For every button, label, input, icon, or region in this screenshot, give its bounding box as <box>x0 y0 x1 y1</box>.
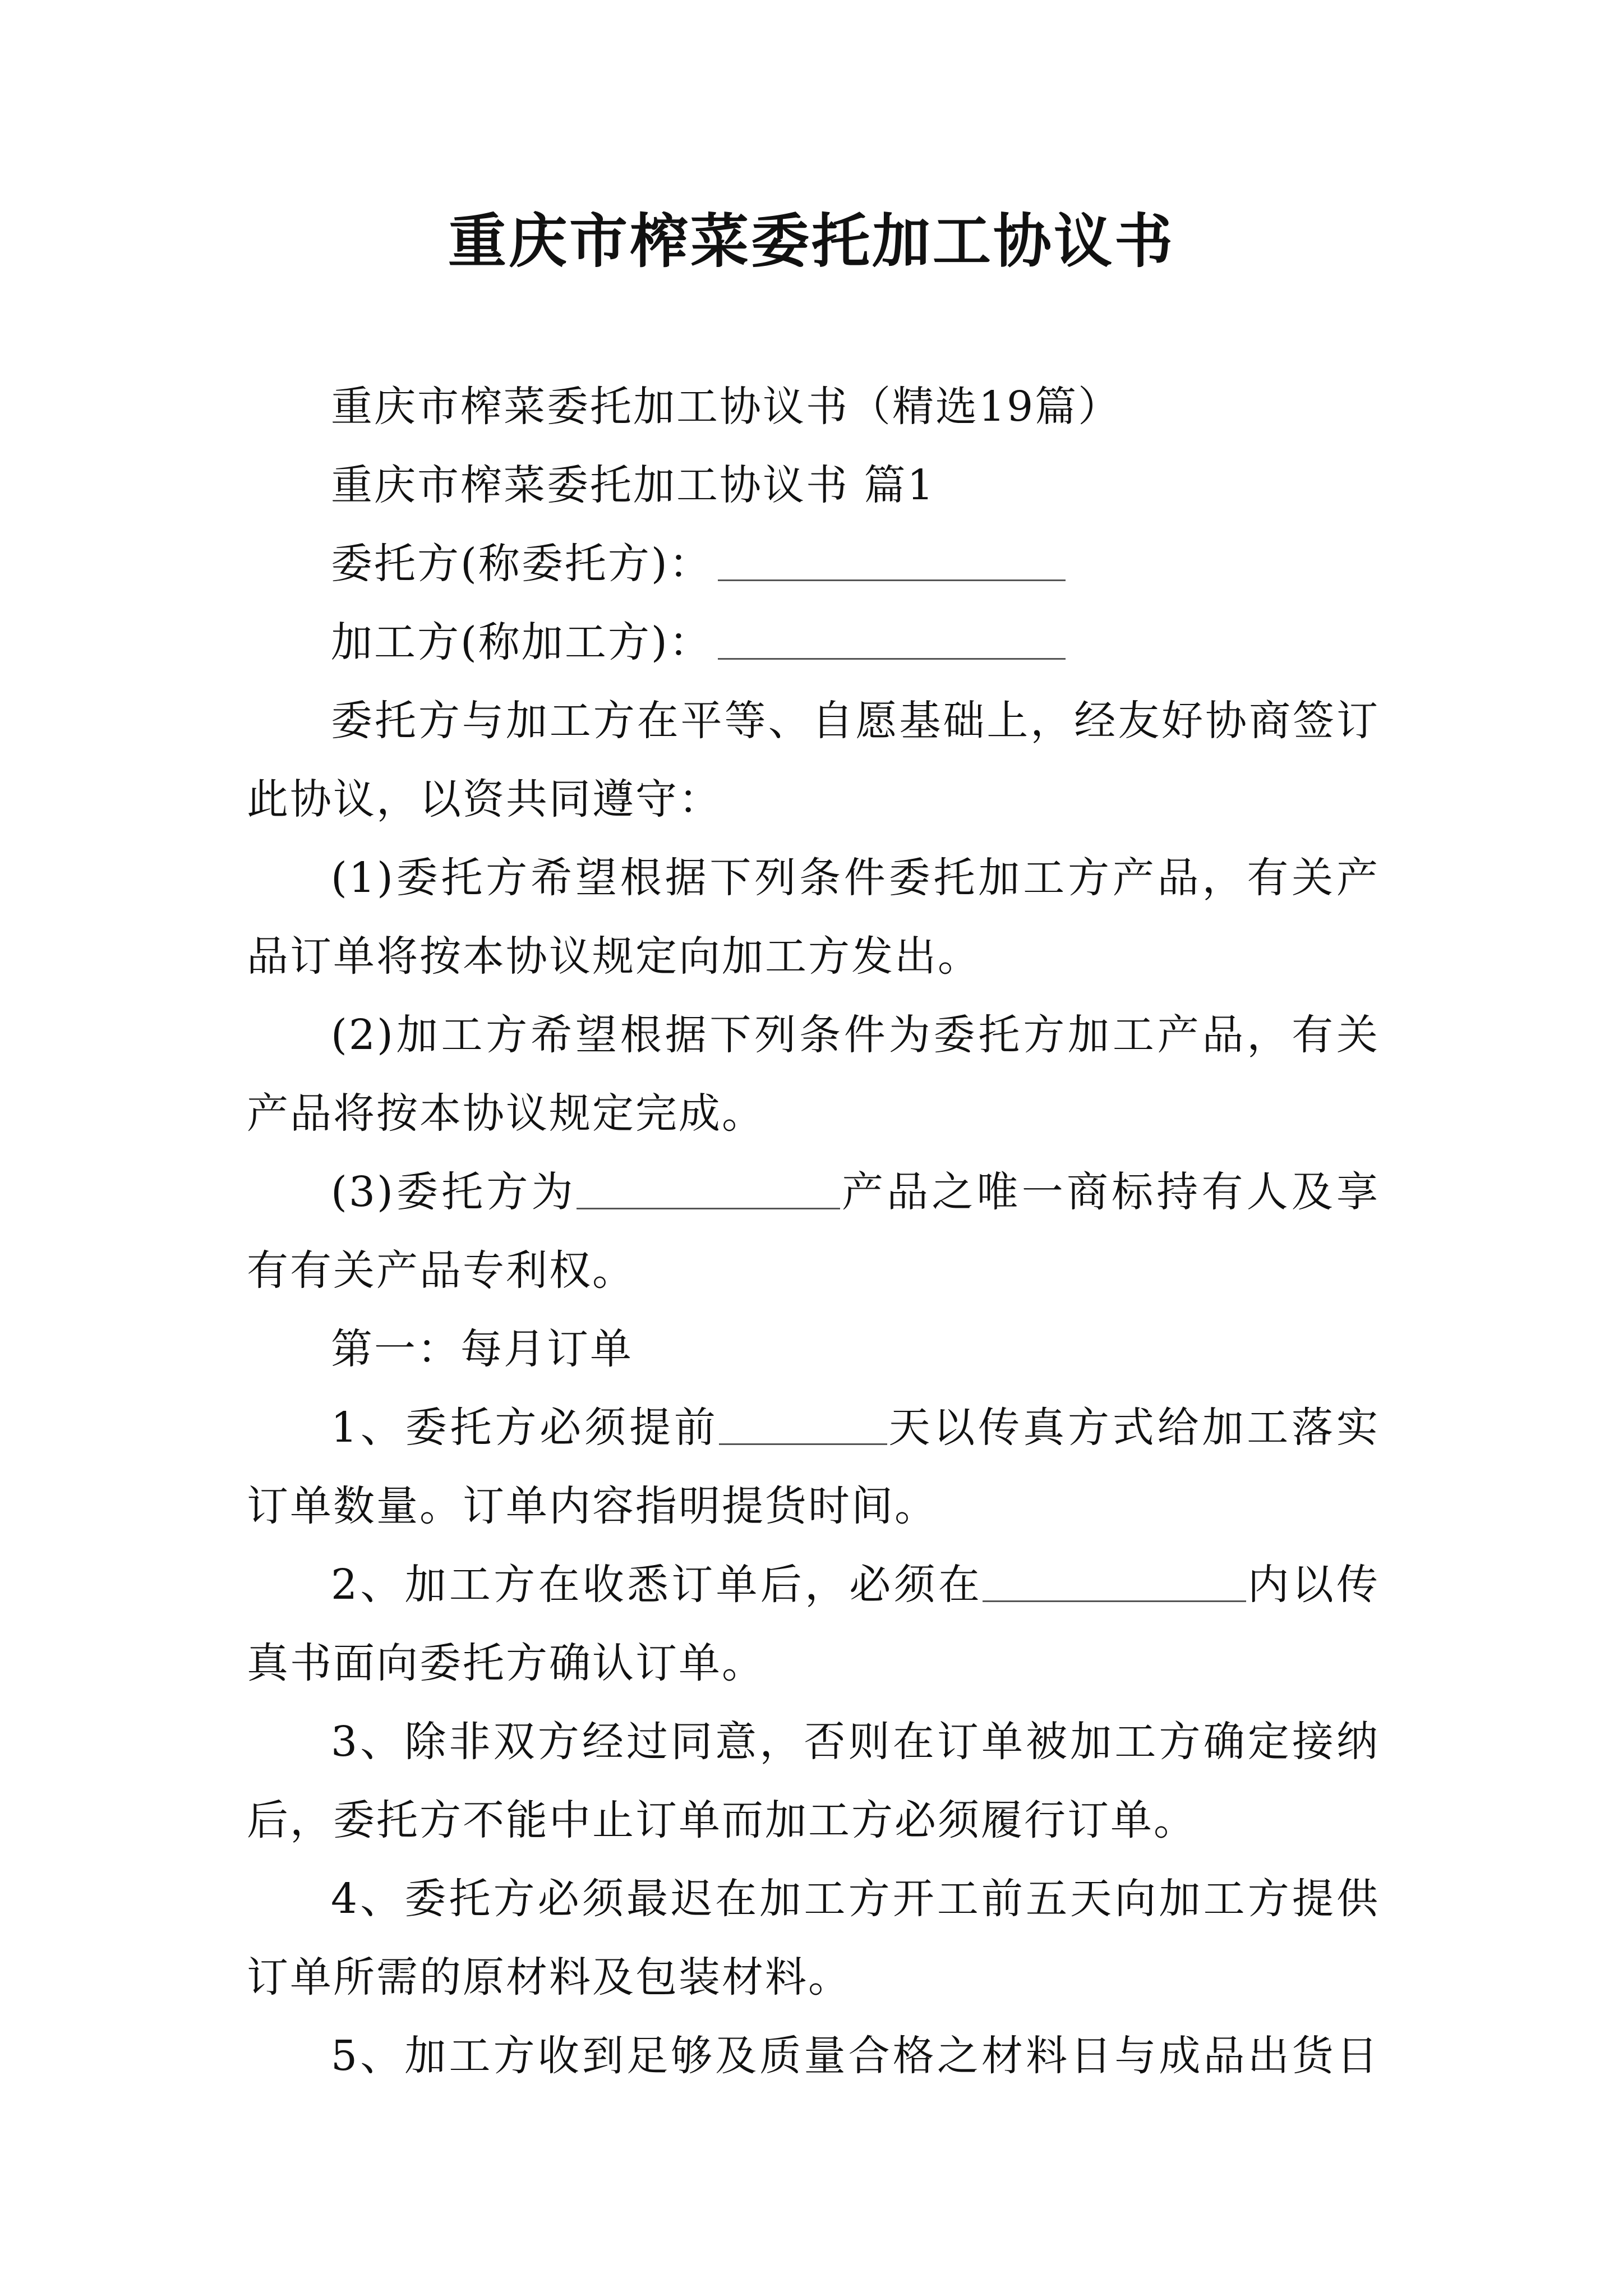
clause-3-line-1 <box>247 1153 1380 1231</box>
clause-3-post: 产品之唯一商标持有人及享 <box>840 1168 1380 1216</box>
item-3-line-1: 3、除非双方经过同意，否则在订单被加工方确定接纳 <box>331 1718 1380 1766</box>
item-1-line-1 <box>247 1388 1380 1467</box>
item-1-post: 天以传真方式给加工落实 <box>887 1404 1380 1452</box>
client-field <box>247 524 1380 603</box>
clause-1-line-2: 品订单将按本协议规定向加工方发出。 <box>247 932 981 981</box>
clause-1-line-1: (1)委托方希望根据下列条件委托加工方产品，有关产 <box>331 854 1380 902</box>
item-3-line-2: 后，委托方不能中止订单而加工方必须履行订单。 <box>247 1796 1197 1844</box>
document-body <box>247 367 1380 2095</box>
item-5-line-1: 5、加工方收到足够及质量合格之材料日与成品出货日 <box>331 2032 1380 2080</box>
chapter-heading: 重庆市榨菜委托加工协议书 篇1 <box>331 461 935 509</box>
item-4-line-1: 4、委托方必须最迟在加工方开工前五天向加工方提供 <box>331 1875 1380 1923</box>
clause-3-pre: (3)委托方为 <box>331 1168 577 1216</box>
document-title: 重庆市榨菜委托加工协议书 <box>448 206 1175 275</box>
clause-2-line-2: 产品将按本协议规定完成。 <box>247 1089 765 1138</box>
item-4-line-2: 订单所需的原材料及包装材料。 <box>247 1953 851 2001</box>
item-2-pre: 2、加工方在收悉订单后，必须在 <box>331 1561 983 1609</box>
processor-label: 加工方(称加工方)： <box>331 618 712 666</box>
item-2-post: 内以传 <box>1246 1561 1380 1609</box>
section-1-heading: 第一：每月订单 <box>331 1325 633 1373</box>
clause-3-line-2: 有有关产品专利权。 <box>247 1246 635 1295</box>
confirm-period-blank[interactable] <box>983 1567 1246 1602</box>
processor-blank[interactable] <box>718 624 1066 660</box>
item-2-line-2: 真书面向委托方确认订单。 <box>247 1639 765 1687</box>
item-1-pre: 1、委托方必须提前 <box>331 1404 719 1452</box>
subtitle-line: 重庆市榨菜委托加工协议书（精选19篇） <box>331 383 1122 431</box>
item-1-line-2: 订单数量。订单内容指明提货时间。 <box>247 1482 938 1530</box>
trademark-product-blank[interactable] <box>577 1174 840 1209</box>
clause-2-line-1: (2)加工方希望根据下列条件为委托方加工产品，有关 <box>331 1011 1380 1059</box>
processor-field <box>247 603 1380 682</box>
item-2-line-1 <box>247 1545 1380 1624</box>
intro-line-2: 此协议，以资共同遵守： <box>247 775 722 823</box>
intro-line-1: 委托方与加工方在平等、自愿基础上，经友好协商签订 <box>331 697 1380 745</box>
client-blank[interactable] <box>718 546 1066 581</box>
client-label: 委托方(称委托方)： <box>331 540 712 588</box>
advance-days-blank[interactable] <box>719 1410 887 1445</box>
